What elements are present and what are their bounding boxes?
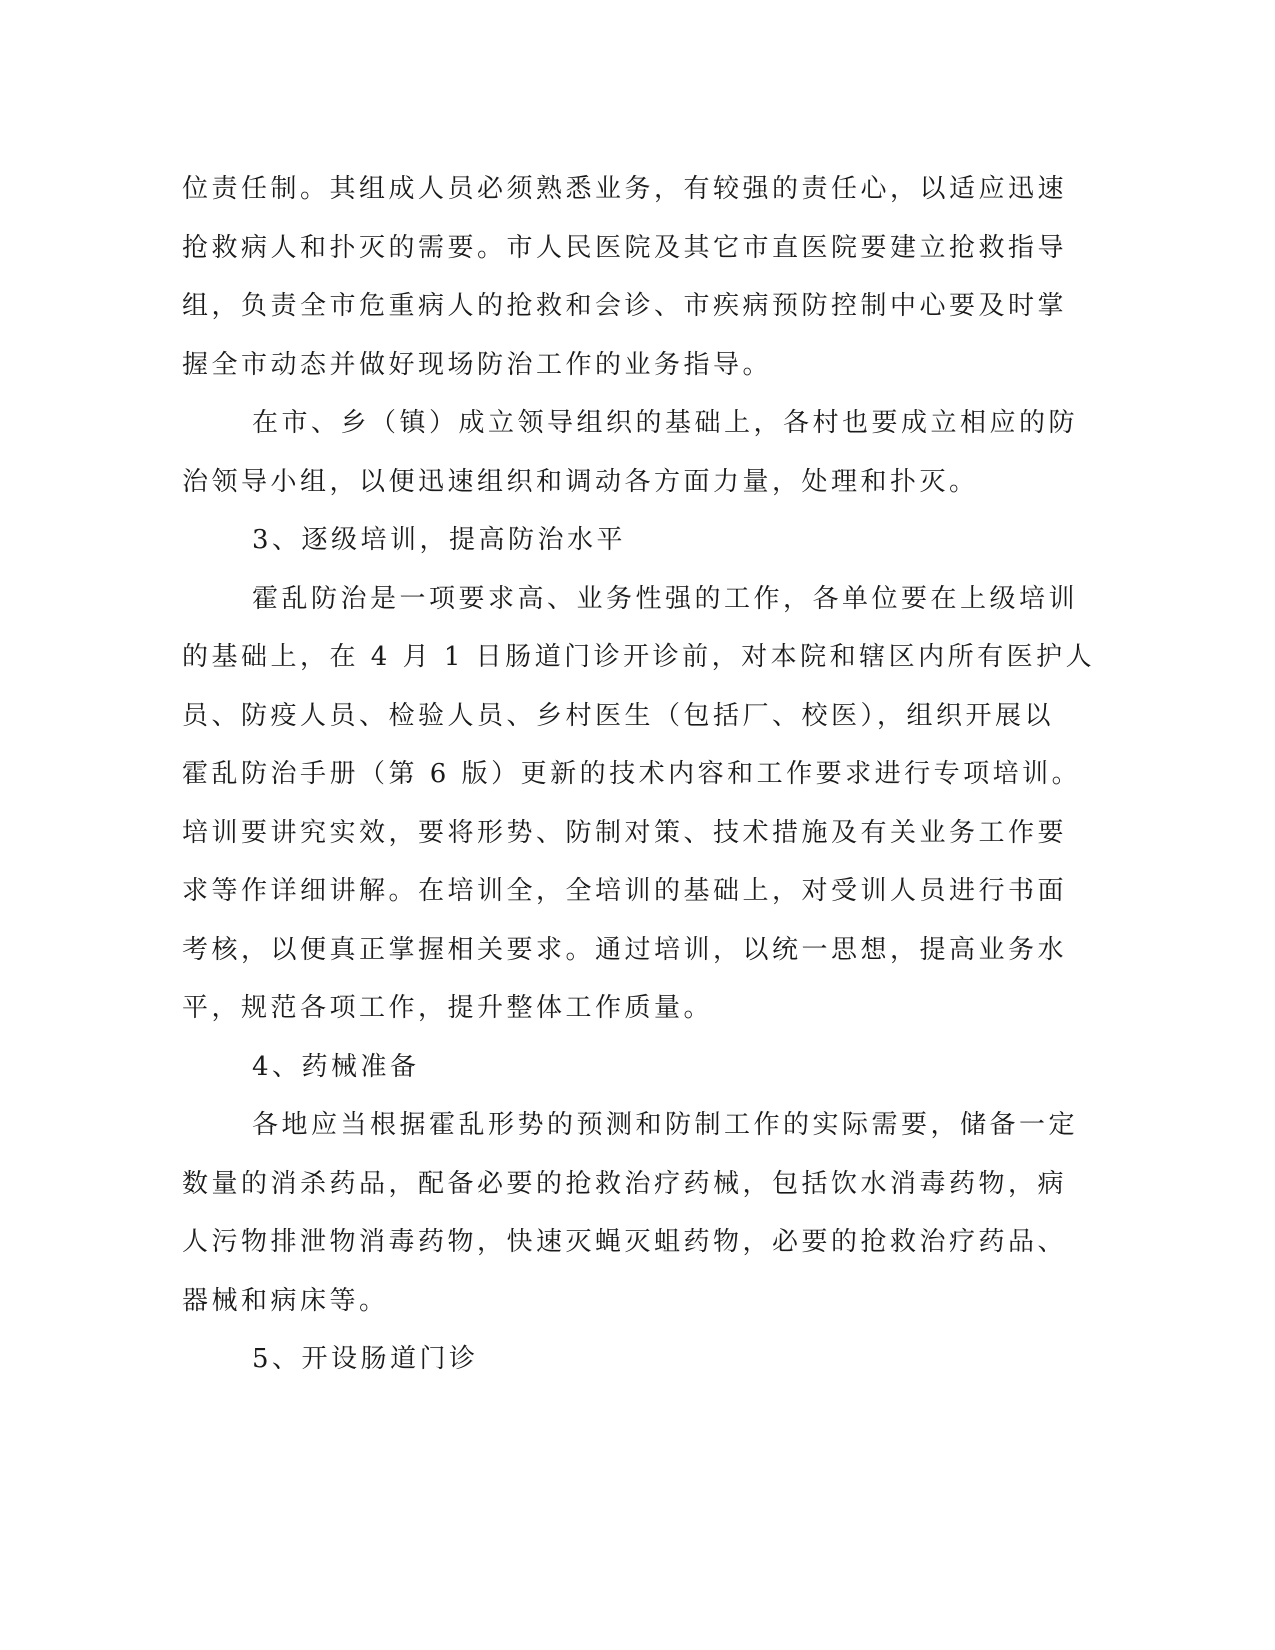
text-line: 抢救病人和扑灭的需要。市人民医院及其它市直医院要建立抢救指导 bbox=[182, 232, 1068, 263]
paragraph-first-line: 在市、乡（镇）成立领导组织的基础上，各村也要成立相应的防 bbox=[252, 408, 1079, 438]
text-line: 霍乱防治手册（第 6 版）更新的技术内容和工作要求进行专项培训。 bbox=[182, 759, 1082, 789]
paragraph-first-line: 霍乱防治是一项要求高、业务性强的工作，各单位要在上级培训 bbox=[252, 583, 1079, 614]
text-line: 位责任制。其组成人员必须熟悉业务，有较强的责任心，以适应迅速 bbox=[182, 174, 1068, 204]
text-line: 组，负责全市危重病人的抢救和会诊、市疾病预防控制中心要及时掌 bbox=[182, 291, 1068, 321]
text-line: 求等作详细讲解。在培训全，全培训的基础上，对受训人员进行书面 bbox=[182, 876, 1068, 906]
text-line: 平，规范各项工作，提升整体工作质量。 bbox=[182, 993, 714, 1023]
text-line: 数量的消杀药品，配备必要的抢救治疗药械，包括饮水消毒药物，病 bbox=[182, 1168, 1068, 1199]
text-line: 器械和病床等。 bbox=[182, 1285, 389, 1316]
text-line: 治领导小组，以便迅速组织和调动各方面力量，处理和扑灭。 bbox=[182, 466, 979, 497]
text-line: 培训要讲究实效，要将形势、防制对策、技术措施及有关业务工作要 bbox=[182, 817, 1068, 848]
paragraph-first-line: 各地应当根据霍乱形势的预测和防制工作的实际需要，储备一定 bbox=[252, 1110, 1079, 1140]
section-heading: 3、逐级培训，提高防治水平 bbox=[252, 525, 627, 555]
section-heading: 5、开设肠道门诊 bbox=[252, 1344, 479, 1374]
text-line: 握全市动态并做好现场防治工作的业务指导。 bbox=[182, 349, 773, 380]
text-line: 考核，以便真正掌握相关要求。通过培训，以统一思想，提高业务水 bbox=[182, 934, 1068, 965]
text-line: 人污物排泄物消毒药物，快速灭蝇灭蛆药物，必要的抢救治疗药品、 bbox=[182, 1227, 1068, 1257]
text-line: 员、防疫人员、检验人员、乡村医生（包括厂、校医），组织开展以 bbox=[182, 700, 1055, 731]
text-line: 的基础上，在 4 月 1 日肠道门诊开诊前，对本院和辖区内所有医护人 bbox=[182, 642, 1096, 672]
document-body bbox=[182, 160, 1096, 1389]
section-heading: 4、药械准备 bbox=[252, 1051, 420, 1082]
